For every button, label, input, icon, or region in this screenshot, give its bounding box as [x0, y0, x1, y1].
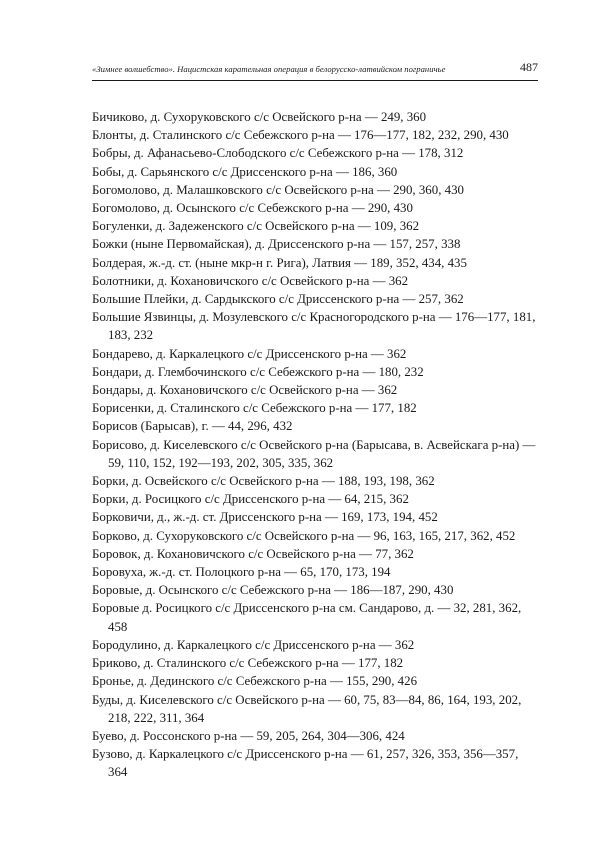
running-head	[92, 60, 538, 81]
index-entry: Бриково, д. Сталинского с/с Себежского р-на — 177, 182	[92, 656, 404, 671]
index-entry: Бронье, д. Дединского с/с Себежского р-на — 155, 290, 426	[92, 674, 418, 689]
index-entry: Борисово, д. Киселевского с/с Освейского р-на (Барысава, в. Асвейскага р-на) — 59, 110, 152, 192—193, 202, 305, 335, 362	[92, 437, 536, 470]
index-entry: Борки, д. Росицкого с/с Дриссенского р-на — 64, 215, 362	[92, 492, 409, 507]
index-entry: Бобы, д. Сарьянского с/с Дриссенского р-на — 186, 360	[92, 164, 398, 179]
index-entry: Болотники, д. Кохановичского с/с Освейского р-на — 362	[92, 273, 409, 288]
index-entry: Борково, д. Сухоруковского с/с Освейского р-на — 96, 163, 165, 217, 362, 452	[92, 528, 516, 543]
index-entry: Бородулино, д. Каркалецкого с/с Дриссенского р-на — 362	[92, 637, 415, 652]
index-entry: Борисов (Барысав), г. — 44, 296, 432	[92, 419, 293, 434]
index-entry: Бобры, д. Афанасьево-Слободского с/с Себежского р-на — 178, 312	[92, 146, 464, 161]
index-entry: Богомолово, д. Осынского с/с Себежского р-на — 290, 430	[92, 201, 413, 216]
index-entry: Борковичи, д., ж.-д. ст. Дриссенского р-на — 169, 173, 194, 452	[92, 510, 438, 525]
page-number: 487	[520, 60, 538, 74]
index-entry: Болдерая, ж.-д. ст. (ныне мкр-н г. Рига), Латвия — 189, 352, 434, 435	[92, 255, 467, 270]
index-entry: Боровуха, ж.-д. ст. Полоцкого р-на — 65, 170, 173, 194	[92, 565, 391, 580]
index-entry: Блонты, д. Сталинского с/с Себежского р-на — 176—177, 182, 232, 290, 430	[92, 128, 509, 143]
index-entry: Боровые, д. Осынского с/с Себежского р-на — 186—187, 290, 430	[92, 583, 454, 598]
index-entry: Буды, д. Киселевского с/с Освейского р-на — 60, 75, 83—84, 86, 164, 193, 202, 218, 222, 311, 364	[92, 692, 522, 725]
index-entry: Боровок, д. Кохановичского с/с Освейского р-на — 77, 362	[92, 546, 414, 561]
running-title: «Зимнее волшебство». Нацистская карательная операция в белорусско-латвийском пограничье	[92, 64, 446, 74]
index-entry: Бузово, д. Каркалецкого с/с Дриссенского р-на — 61, 257, 326, 353, 356—357, 364	[92, 747, 519, 780]
index-entry: Борисенки, д. Сталинского с/с Себежского р-на — 177, 182	[92, 401, 417, 416]
geographic-index-list	[92, 108, 540, 782]
index-entry: Бондарево, д. Каркалецкого с/с Дриссенского р-на — 362	[92, 346, 407, 361]
index-entry: Большие Плейки, д. Сардыкского с/с Дриссенского р-на — 257, 362	[92, 292, 464, 307]
index-entry: Большие Язвинцы, д. Мозулевского с/с Красногородского р-на — 176—177, 181, 183, 232	[92, 310, 536, 343]
index-entry: Богуленки, д. Задеженского с/с Освейского р-на — 109, 362	[92, 219, 420, 234]
index-entry: Бичиково, д. Сухоруковского с/с Освейского р-на — 249, 360	[92, 110, 427, 124]
index-entry: Буево, д. Россонского р-на — 59, 205, 264, 304—306, 424	[92, 728, 405, 743]
index-entry: Борки, д. Освейского с/с Освейского р-на — 188, 193, 198, 362	[92, 474, 435, 489]
index-entry: Бондари, д. Глембочинского с/с Себежского р-на — 180, 232	[92, 364, 424, 379]
index-entry: Богомолово, д. Малашковского с/с Освейского р-на — 290, 360, 430	[92, 182, 464, 197]
index-entry: Боровые д. Росицкого с/с Дриссенского р-на см. Сандарово, д. — 32, 281, 362, 458	[92, 601, 522, 634]
index-entry: Бондары, д. Кохановичского с/с Освейского р-на — 362	[92, 383, 398, 398]
index-entry: Божки (ныне Первомайская), д. Дриссенского р-на — 157, 257, 338	[92, 237, 461, 252]
